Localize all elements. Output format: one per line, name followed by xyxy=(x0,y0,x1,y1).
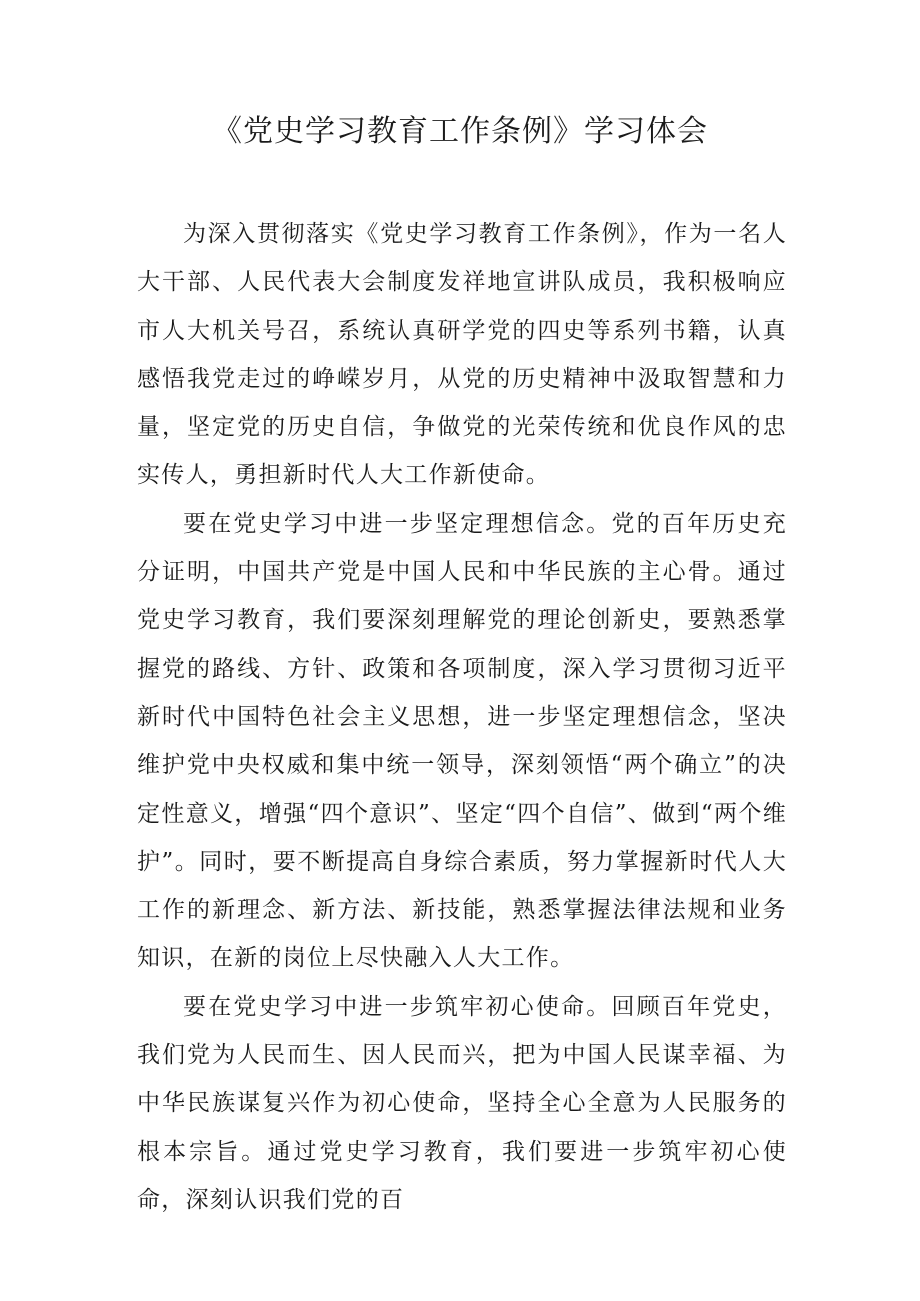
document-title: 《党史学习教育工作条例》学习体会 xyxy=(212,114,708,149)
paragraph-1: 为深入贯彻落实《党史学习教育工作条例》，作为一名人大干部、人民代表大会制度发祥地宣讲队成员，我积极响应市人大机关号召，系统认真研学党的四史等系列书籍，认真感悟我党走过的峥嵘岁月，从党的历史精神中汲取智慧和力量，坚定党的历史自信，争做党的光荣传统和优良作风的忠实传人，勇担新时代人大工作新使命。 xyxy=(137,221,787,489)
paragraph-2: 要在党史学习中进一步坚定理想信念。党的百年历史充分证明，中国共产党是中国人民和中华民族的主心骨。通过党史学习教育，我们要深刻理解党的理论创新史，要熟悉掌握党的路线、方针、政策和各项制度，深入学习贯彻习近平新时代中国特色社会主义思想，进一步坚定理想信念，坚决维护党中央权威和集中统一领导，深刻领悟“两个确立”的决定性意义，增强“四个意识”、坚定“四个自信”、做到“两个维护”。同时，要不断提高自身综合素质，努力掌握新时代人大工作的新理念、新方法、新技能，熟悉掌握法律法规和业务知识，在新的岗位上尽快融入人大工作。 xyxy=(137,510,787,972)
paragraph-3: 要在党史学习中进一步筑牢初心使命。回顾百年党史，我们党为人民而生、因人民而兴，把为中国人民谋幸福、为中华民族谋复兴作为初心使命，坚持全心全意为人民服务的根本宗旨。通过党史学习教育，我们要进一步筑牢初心使命，深刻认识我们党的百 xyxy=(137,993,787,1213)
document-body xyxy=(137,210,787,1224)
